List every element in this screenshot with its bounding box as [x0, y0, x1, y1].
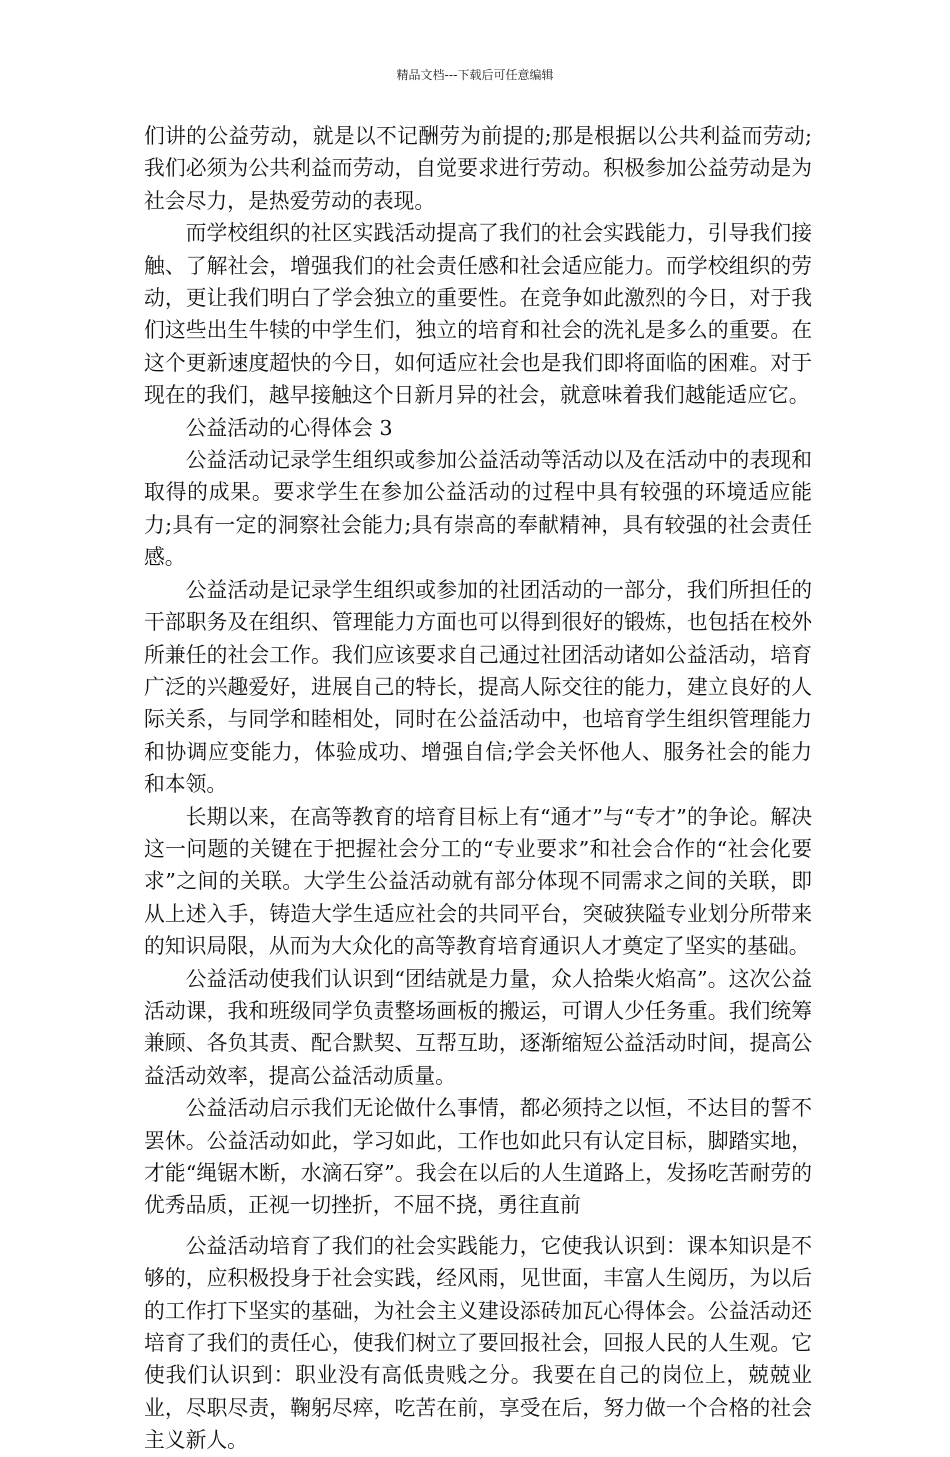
paragraph-3: 公益活动记录学生组织或参加公益活动等活动以及在活动中的表现和取得的成果。要求学生在参加公益活动的过程中具有较强的环境适应能力;具有一定的洞察社会能力;具有崇高的奉献精神，具有较强的社会责任感。 [144, 448, 812, 570]
paragraph-8: 公益活动培育了我们的社会实践能力，它使我认识到：课本知识是不够的，应积极投身于社会实践，经风雨，见世面，丰富人生阅历，为以后的工作打下坚实的基础，为社会主义建设添砖加瓦心得体会。公益活动还培育了我们的责任心，使我们树立了要回报社会，回报人民的人生观。它使我们认识到：职业没有高低贵贱之分。我要在自己的岗位上，兢兢业业，尽职尽责，鞠躬尽瘁，吃苦在前，享受在后，努力做一个合格的社会主义新人。 [144, 1233, 812, 1453]
paragraph-2: 而学校组织的社区实践活动提高了我们的社会实践能力，引导我们接触、了解社会，增强我们的社会责任感和社会适应能力。而学校组织的劳动，更让我们明白了学会独立的重要性。在竞争如此激烈的今日，对于我们这些出生牛犊的中学生们，独立的培育和社会的洗礼是多么的重要。在这个更新速度超快的今日，如何适应社会也是我们即将面临的困难。对于现在的我们，越早接触这个日新月异的社会，就意味着我们越能适应它。 [144, 221, 812, 408]
paragraph-7: 公益活动启示我们无论做什么事情，都必须持之以恒，不达目的誓不罢休。公益活动如此，学习如此，工作也如此只有认定目标，脚踏实地，才能“绳锯木断，水滴石穿”。我会在以后的人生道路上，发扬吃苦耐劳的优秀品质，正视一切挫折，不屈不挠，勇往直前 [144, 1096, 812, 1218]
paragraph-1: 们讲的公益劳动，就是以不记酬劳为前提的;那是根据以公共利益而劳动;我们必须为公共利益而劳动，自觉要求进行劳动。积极参加公益劳动是为社会尽力，是热爱劳动的表现。 [144, 124, 812, 213]
page-header: 精品文档---下载后可任意编辑 [396, 68, 554, 82]
paragraph-4: 公益活动是记录学生组织或参加的社团活动的一部分，我们所担任的干部职务及在组织、管理能力方面也可以得到很好的锻炼，也包括在校外所兼任的社会工作。我们应该要求自己通过社团活动诸如公益活动，培育广泛的兴趣爱好，进展自己的特长，提高人际交往的能力，建立良好的人际关系，与同学和睦相处，同时在公益活动中，也培育学生组织管理能力和协调应变能力，体验成功、增强自信;学会关怀他人、服务社会的能力和本领。 [144, 577, 812, 797]
section-heading: 公益活动的心得体会 3 [185, 415, 393, 440]
paragraph-5: 长期以来，在高等教育的培育目标上有“通才”与“专才”的争论。解决这一问题的关键在于把握社会分工的“专业要求”和社会合作的“社会化要求”之间的关联。大学生公益活动就有部分体现不同需求之间的关联，即从上述入手，铸造大学生适应社会的共同平台，突破狭隘专业划分所带来的知识局限，从而为大众化的高等教育培育通识人才奠定了坚实的基础。 [144, 804, 812, 959]
paragraph-6: 公益活动使我们认识到“团结就是力量，众人拾柴火焰高”。这次公益活动课，我和班级同学负责整场画板的搬运，可谓人少任务重。我们统筹兼顾、各负其责、配合默契、互帮互助，逐渐缩短公益活动时间，提高公益活动效率，提高公益活动质量。 [144, 966, 812, 1088]
document-body [144, 120, 812, 1457]
